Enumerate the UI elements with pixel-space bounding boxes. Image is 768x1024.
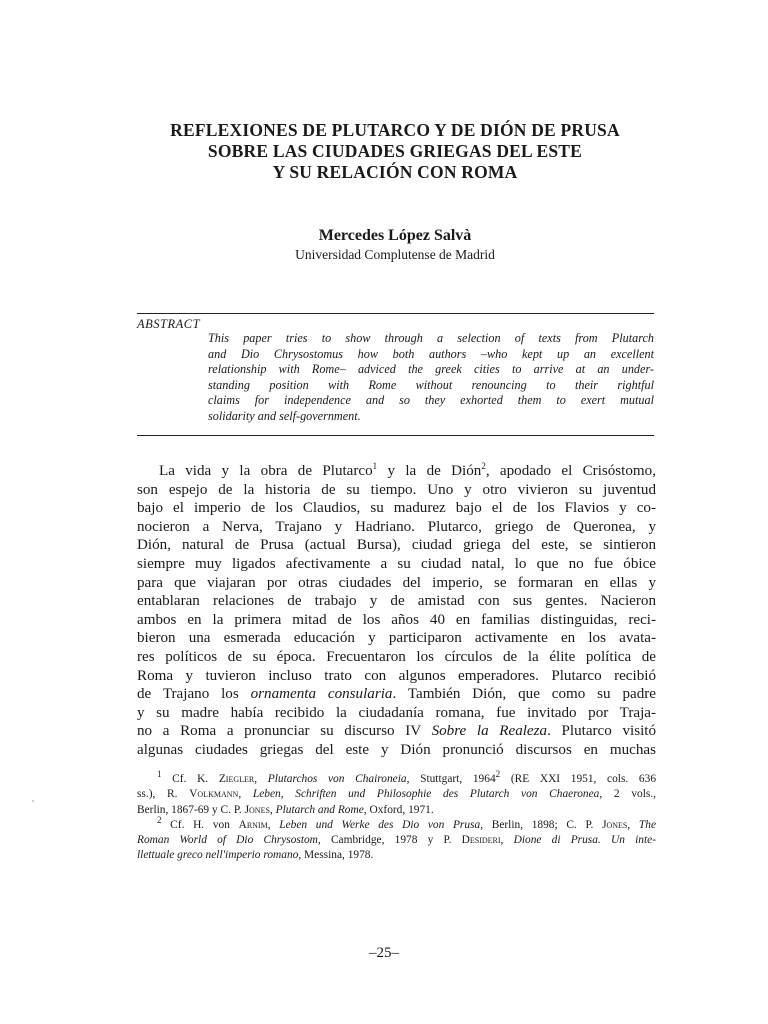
footnote-1: $^1$ Cf. K. Ziegler, Plutarchos von Chaironeia, Stuttgart, 1964$^2$ (RE XXI 1951, cols. 636 [157,769,657,785]
abstract-line: and Dio Chrysostomus how both authors –who kept up an excellent [208,346,654,361]
abstract-top-rule [137,313,654,314]
abstract-line: This paper tries to show through a selection of texts from Plutarch [208,331,654,345]
body-line: son espejo de la historia de su tiempo. Uno y otro vivieron su juventud [137,481,656,498]
title-line-2: SOBRE LAS CIUDADES GRIEGAS DEL ESTE [207,141,583,161]
body-line: La vida y la obra de Plutarco$^1$ y la de Dión$^2$, apodado el Crisóstomo, [159,460,656,479]
abstract-line: standing position with Rome without renouncing to their rightful [208,377,654,392]
body-line: res políticos de su época. Frecuentaron los círculos de la élite política de [137,648,656,665]
body-line: Dión, natural de Prusa (actual Bursa), ciudad griega del este, se sintieron [137,537,656,554]
title-line-1: REFLEXIONES DE PLUTARCO Y DE DIÓN DE PRUSA [170,120,620,140]
title-line-3: Y SU RELACIÓN CON ROMA [272,162,518,182]
abstract-line: claims for independence and so they exhorted them to exert mutual [208,393,654,408]
page-number: –25– [369,945,399,961]
footnote-1-cont: Berlin, 1867-69 y C. P. Jones, Plutarch and Rome, Oxford, 1971. [137,803,434,816]
body-line: de Trajano los ornamenta consularia. También Dión, que como su padre [137,686,656,703]
abstract-line: relationship with Rome– adviced the greek cities to arrive at an under- [208,362,654,377]
footnote-2-cont: llettuale greco nell'imperio romano, Messina, 1978. [137,849,374,862]
body-line: bajo el imperio de los Claudios, su madurez bajo el de los Flavios y co- [137,500,656,517]
footnotes [137,769,657,864]
body-line: algunas ciudades griegas del este y Dión pronunció discursos en muchas [137,741,656,758]
footnote-2-cont: Roman World of Dio Chrysostom, Cambridge, 1978 y P. Desideri, Dione di Prusa. Un inte- [137,834,656,847]
scan-speck [32,800,34,802]
body-paragraph [137,462,656,760]
body-line: para que viajaran por otras ciudades del imperio, se formaran en ellas y [137,574,656,591]
body-line: ambos en la primera mitad de los años 40 en familias distinguidas, reci- [137,611,656,628]
footnote-ref-2[interactable]: 2 [481,460,486,471]
body-line: entablaran relaciones de trabajo y de amistad con sus gentes. Nacieron [137,593,656,610]
abstract-bottom-rule [137,435,654,436]
footnote-ref-1[interactable]: 1 [372,460,378,471]
body-line: siempre muy ligados afectivamente a su ciudad natal, lo que no fue óbice [137,555,656,572]
author-name: Mercedes López Salvà [318,227,472,244]
body-line: y su madre había recibido la ciudadanía romana, fue invitado por Traja- [137,704,656,721]
abstract-line: solidarity and self-government. [208,408,361,423]
abstract-text [208,331,654,425]
body-line: bieron una esmerada educación y participaron activamente en los avata- [137,630,656,647]
article-title [120,120,670,183]
footnote-2: $^2$ Cf. H. von Arnim, Leben und Werke des Dio von Prusa, Berlin, 1898; C. P. Jones, The [157,815,657,831]
abstract-label: ABSTRACT [137,317,201,331]
body-line: no a Roma a pronunciar su discurso IV Sobre la Realeza. Plutarco visitó [137,723,656,740]
author-affiliation: Universidad Complutense de Madrid [295,247,495,262]
body-line: Roma y tuvieron incluso trato con algunos emperadores. Plutarco recibió [137,667,656,684]
footnote-1-cont: ss.), R. Volkmann, Leben, Schriften und Philosophie des Plutarch von Chaeronea, 2 vols., [137,788,657,801]
body-line: nocieron a Nerva, Trajano y Hadriano. Plutarco, griego de Queronea, y [137,518,656,535]
